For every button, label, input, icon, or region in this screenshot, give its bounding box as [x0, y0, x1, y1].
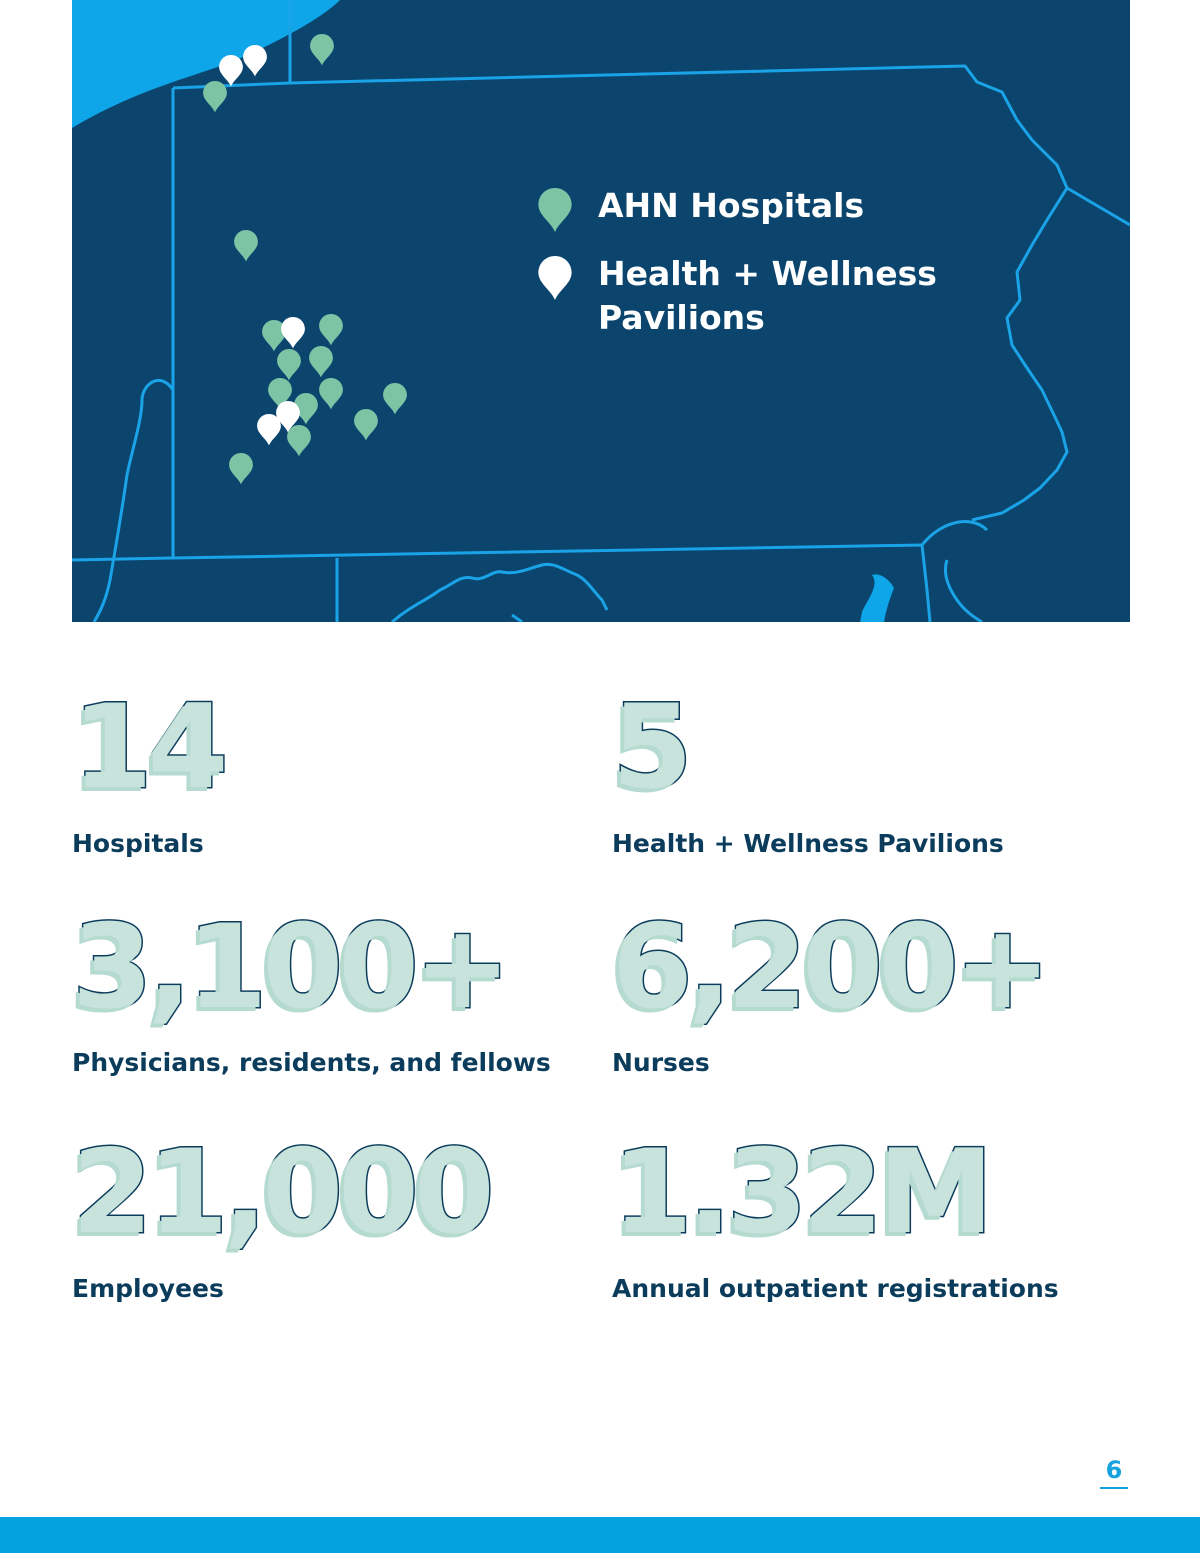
stat-label: Hospitals: [72, 829, 204, 858]
stat-label: Employees: [72, 1274, 224, 1303]
stat-value: 21,000: [72, 1125, 490, 1260]
stat-outpatient-registrations: [612, 1125, 1059, 1304]
stat-value: 5: [612, 680, 688, 815]
stat-employees: [72, 1125, 490, 1304]
stat-label: Health + Wellness Pavilions: [612, 829, 1004, 858]
legend-item-hospitals: [538, 184, 958, 228]
stat-label: Nurses: [612, 1048, 710, 1077]
stat-value: 3,100+: [72, 900, 507, 1035]
service-area-map: [72, 0, 1130, 622]
map-pin-icon: [538, 188, 572, 232]
stat-value: 14: [72, 680, 224, 815]
map-legend: [538, 184, 958, 340]
stat-hospitals: [72, 680, 224, 859]
stat-value: 1.32M: [612, 1125, 989, 1260]
stat-physicians: [72, 900, 551, 1078]
legend-item-pavilions: [538, 252, 958, 340]
map-pin-icon: [538, 256, 572, 300]
stat-label: Physicians, residents, and fellows: [72, 1048, 551, 1077]
page-number: 6: [1100, 1455, 1128, 1489]
legend-label-hospitals: AHN Hospitals: [598, 186, 865, 225]
stat-pavilions: [612, 680, 1004, 859]
stat-value: 6,200+: [612, 900, 1047, 1035]
stat-nurses: [612, 900, 1047, 1078]
stat-label: Annual outpatient registrations: [612, 1274, 1059, 1303]
footer-bar: [0, 1517, 1200, 1553]
legend-label-pavilions: Health + Wellness Pavilions: [598, 254, 937, 337]
